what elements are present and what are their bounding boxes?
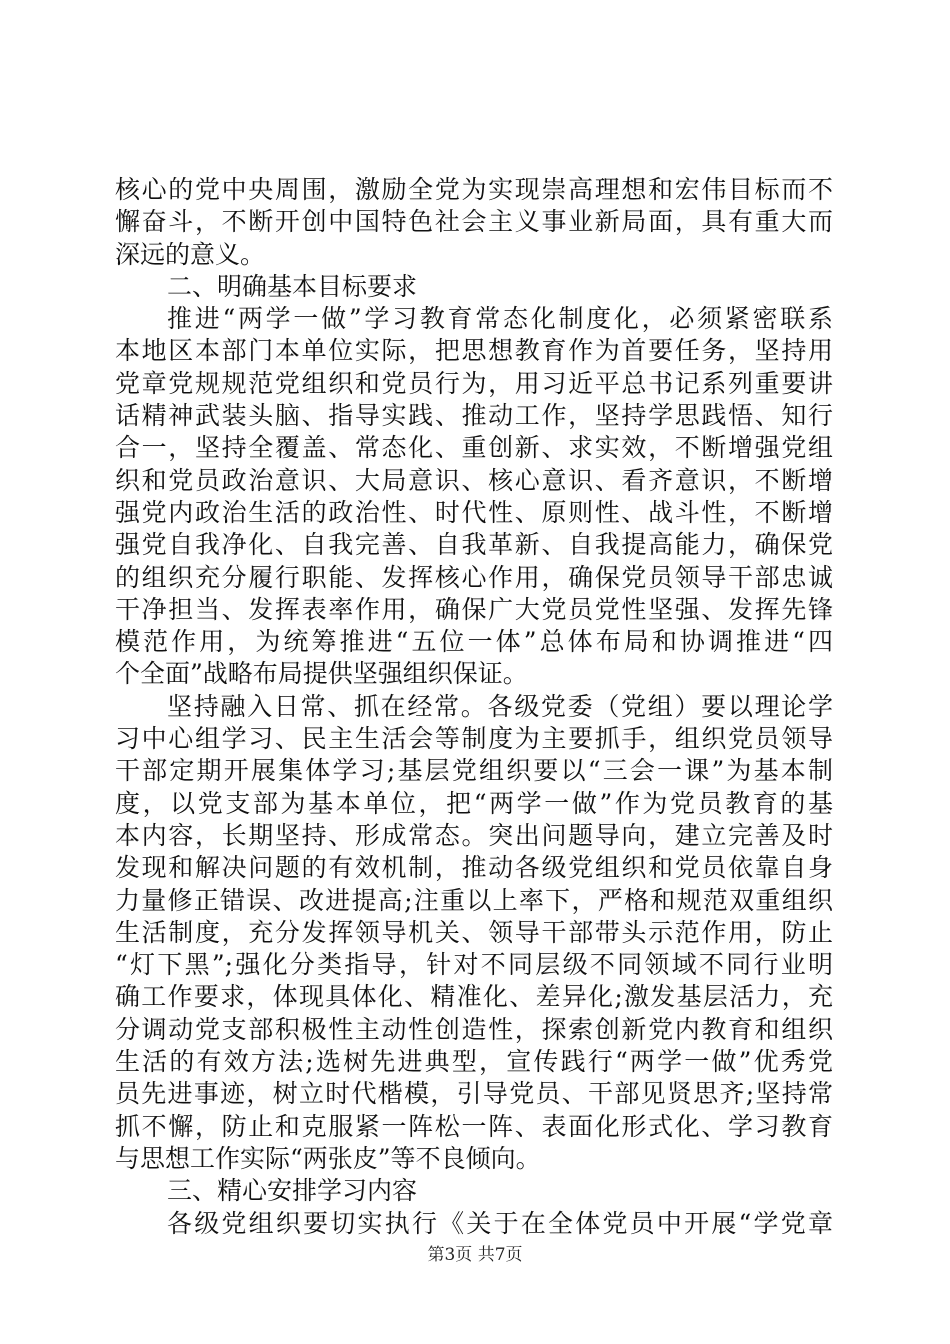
body-paragraph (115, 303, 833, 691)
text-line: 个全面”战略布局提供坚强组织保证。 (115, 659, 528, 689)
text-line: 本内容，长期坚持、形成常态。突出问题导向，建立完善及时 (115, 820, 833, 850)
heading-text: 三、精心安排学习内容 (167, 1176, 418, 1206)
text-line: 习中心组学习、民主生活会等制度为主要抓手，组织党员领导 (115, 724, 833, 754)
text-line: 分调动党支部积极性主动性创造性，探索创新党内教育和组织 (115, 1014, 833, 1044)
text-line: 的组织充分履行职能、发挥核心作用，确保党员领导干部忠诚 (115, 562, 833, 592)
section-heading (115, 271, 833, 303)
text-line: 懈奋斗，不断开创中国特色社会主义事业新局面，具有重大而 (115, 207, 833, 237)
text-line: 党章党规规范党组织和党员行为，用习近平总书记系列重要讲 (115, 368, 833, 398)
text-line: 坚持融入日常、抓在经常。各级党委（党组）要以理论学 (167, 691, 833, 721)
text-line: 确工作要求，体现具体化、精准化、差异化;激发基层活力，充 (115, 982, 833, 1012)
text-line: 生活制度，充分发挥领导机关、领导干部带头示范作用，防止 (115, 917, 833, 947)
body-paragraph (115, 1208, 833, 1240)
body-paragraph (115, 174, 833, 271)
text-line: “灯下黑”;强化分类指导，针对不同层级不同领域不同行业明 (115, 950, 833, 980)
text-line: 各级党组织要切实执行《关于在全体党员中开展“学党章 (167, 1208, 833, 1238)
section-heading (115, 1175, 833, 1207)
document-body (115, 174, 833, 1240)
text-line: 强党内政治生活的政治性、时代性、原则性、战斗性，不断增 (115, 497, 833, 527)
text-line: 度，以党支部为基本单位，把“两学一做”作为党员教育的基 (115, 788, 833, 818)
page-footer: 第3页 共7页 (427, 1245, 523, 1265)
text-line: 强党自我净化、自我完善、自我革新、自我提高能力，确保党 (115, 530, 833, 560)
text-line: 干净担当、发挥表率作用，确保广大党员党性坚强、发挥先锋 (115, 594, 833, 624)
text-line: 抓不懈，防止和克服紧一阵松一阵、表面化形式化、学习教育 (115, 1111, 833, 1141)
text-line: 话精神武装头脑、指导实践、推动工作，坚持学思践悟、知行 (115, 401, 833, 431)
text-line: 模范作用，为统筹推进“五位一体”总体布局和协调推进“四 (115, 627, 833, 657)
text-line: 合一，坚持全覆盖、常态化、重创新、求实效，不断增强党组 (115, 433, 833, 463)
text-line: 推进“两学一做”学习教育常态化制度化，必须紧密联系 (167, 304, 833, 334)
text-line: 员先进事迹，树立时代楷模，引导党员、干部见贤思齐;坚持常 (115, 1079, 833, 1109)
body-paragraph (115, 691, 833, 1175)
text-line: 与思想工作实际“两张皮”等不良倾向。 (115, 1143, 541, 1173)
text-line: 本地区本部门本单位实际，把思想教育作为首要任务，坚持用 (115, 336, 833, 366)
text-line: 发现和解决问题的有效机制，推动各级党组织和党员依靠自身 (115, 853, 833, 883)
text-line: 织和党员政治意识、大局意识、核心意识、看齐意识，不断增 (115, 465, 833, 495)
text-line: 力量修正错误、改进提高;注重以上率下，严格和规范双重组织 (115, 885, 833, 915)
text-line: 核心的党中央周围，激励全党为实现崇高理想和宏伟目标而不 (115, 175, 833, 204)
text-line: 生活的有效方法;选树先进典型，宣传践行“两学一做”优秀党 (115, 1047, 833, 1077)
text-line: 干部定期开展集体学习;基层党组织要以“三会一课”为基本制 (115, 756, 833, 786)
text-line: 深远的意义。 (115, 239, 266, 269)
heading-text: 二、明确基本目标要求 (167, 271, 418, 301)
